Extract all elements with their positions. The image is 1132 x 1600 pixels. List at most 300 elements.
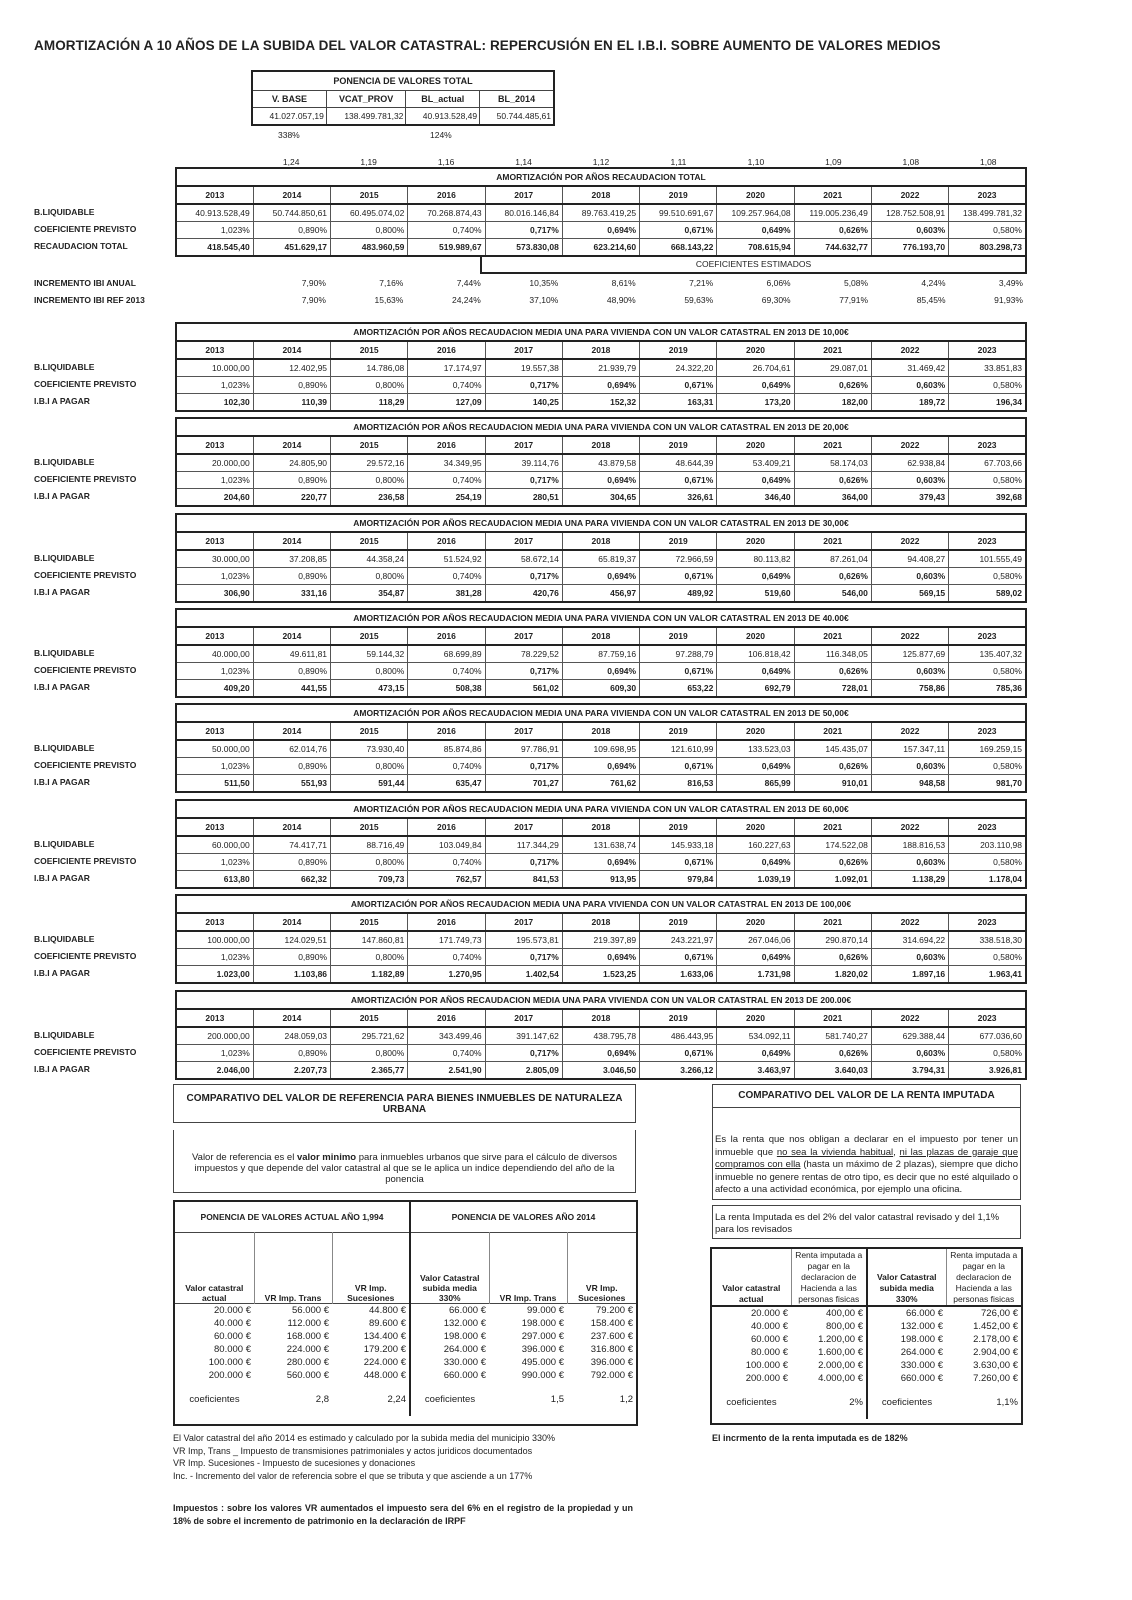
coef-cell: 0,603% xyxy=(871,377,948,394)
year-header: 2016 xyxy=(408,913,485,931)
year-header: 2022 xyxy=(871,1009,948,1027)
table-row xyxy=(712,1333,1021,1346)
year-header: 2023 xyxy=(949,722,1026,740)
year-header: 2022 xyxy=(871,532,948,550)
ibi-cell: 709,73 xyxy=(331,871,408,889)
year-header: 2013 xyxy=(176,818,253,836)
bl-cell: 195.573,81 xyxy=(485,931,562,949)
value-cell: 3.630,00 € xyxy=(973,1360,1018,1371)
coef-cell: 1,023% xyxy=(176,222,253,239)
table-row xyxy=(176,836,1026,854)
increment-value: 59,63% xyxy=(684,295,714,305)
year-header: 2020 xyxy=(717,1009,794,1027)
year-header: 2020 xyxy=(717,532,794,550)
value-table-5 xyxy=(175,799,1027,889)
coef-cell: 0,717% xyxy=(485,758,562,775)
table-row xyxy=(176,222,1026,239)
bl-cell: 48.644,39 xyxy=(640,454,717,472)
table-row xyxy=(176,966,1026,984)
coef-cell: 0,603% xyxy=(871,568,948,585)
year-header: 2021 xyxy=(794,1009,871,1027)
ibi-cell: 841,53 xyxy=(485,871,562,889)
coef-cell: 0,717% xyxy=(485,568,562,585)
bl-cell: 174.522,08 xyxy=(794,836,871,854)
value-cell: 2.178,00 € xyxy=(973,1334,1018,1345)
value-cell: 2.904,00 € xyxy=(973,1347,1018,1358)
coef-cell: 0,694% xyxy=(562,663,639,680)
year-header: 2014 xyxy=(253,627,330,645)
ibi-cell: 196,34 xyxy=(949,394,1026,412)
rent-table xyxy=(710,1247,1023,1425)
column-header: VR Imp. Sucesiones xyxy=(567,1233,636,1304)
ibi-cell: 1.023,00 xyxy=(176,966,253,984)
ibi-cell: 546,00 xyxy=(794,585,871,603)
coef-cell: 0,580% xyxy=(949,377,1026,394)
ibi-cell: 189,72 xyxy=(871,394,948,412)
value-cell: 40.000 € xyxy=(751,1321,788,1332)
year-header: 2015 xyxy=(331,1009,408,1027)
table-row xyxy=(176,645,1026,663)
increment-value: 7,21% xyxy=(689,278,714,288)
increment-value: 77,91% xyxy=(839,295,869,305)
coef-cell: 0,649% xyxy=(717,472,794,489)
ibi-cell: 519,60 xyxy=(717,585,794,603)
row-label: B.LIQUIDABLE xyxy=(34,648,95,658)
year-header: 2013 xyxy=(176,722,253,740)
ibi-cell: 635,47 xyxy=(408,775,485,793)
ibi-cell: 1.402,54 xyxy=(485,966,562,984)
note: VR Imp, Trans _ Impuesto de transmisiones patrimoniales y actos juridicos documentados xyxy=(173,1445,533,1456)
value-cell: 726,00 € xyxy=(981,1308,1018,1319)
bl-cell: 486.443,95 xyxy=(640,1027,717,1045)
year-header: 2019 xyxy=(640,532,717,550)
coef-cell: 0,890% xyxy=(253,568,330,585)
coef-cell: 0,626% xyxy=(794,472,871,489)
table-row xyxy=(176,1045,1026,1062)
coef-cell: 0,890% xyxy=(253,854,330,871)
ibi-cell: 761,62 xyxy=(562,775,639,793)
coef-cell: 0,580% xyxy=(949,663,1026,680)
year-header: 2014 xyxy=(253,818,330,836)
bl-cell: 67.703,66 xyxy=(949,454,1026,472)
increment-value: 4,24% xyxy=(921,278,946,288)
coef-cell: 0,717% xyxy=(485,472,562,489)
coef-cell: 0,694% xyxy=(562,377,639,394)
bl-cell: 78.229,52 xyxy=(485,645,562,663)
increment-labels xyxy=(34,275,145,309)
ibi-cell: 409,20 xyxy=(176,680,253,698)
coef-cell: 0,694% xyxy=(562,568,639,585)
ibi-cell: 280,51 xyxy=(485,489,562,507)
reference-description xyxy=(173,1130,636,1193)
table-row xyxy=(176,568,1026,585)
coef-cell: 1,023% xyxy=(176,854,253,871)
value-cell: 60.000 € xyxy=(214,1331,251,1342)
value-cell: 179.200 € xyxy=(332,1343,410,1356)
ibi-cell: 1.731,98 xyxy=(717,966,794,984)
ponencia-value: 138.499.781,32 xyxy=(326,108,406,126)
ibi-cell: 653,22 xyxy=(640,680,717,698)
coef-cell: 0,671% xyxy=(640,472,717,489)
year-header: 2023 xyxy=(949,436,1026,454)
year-header: 2021 xyxy=(794,436,871,454)
value-cell: 198.000 € xyxy=(521,1318,564,1329)
table-row xyxy=(712,1346,1021,1359)
row-label: I.B.I A PAGAR xyxy=(34,873,90,883)
table-row xyxy=(176,377,1026,394)
bl-cell: 121.610,99 xyxy=(640,740,717,758)
bl-cell: 73.930,40 xyxy=(331,740,408,758)
year-header: 2014 xyxy=(253,913,330,931)
bl-cell: 97.786,91 xyxy=(485,740,562,758)
table-row xyxy=(176,663,1026,680)
right-ponencia-title: PONENCIA DE VALORES AÑO 2014 xyxy=(451,1212,596,1222)
ibi-cell: 110,39 xyxy=(253,394,330,412)
increment-value: 24,24% xyxy=(451,295,481,305)
coef-cell: 0,603% xyxy=(871,663,948,680)
coef-cell: 0,740% xyxy=(408,568,485,585)
year-header: 2020 xyxy=(717,722,794,740)
increment-value: 10,35% xyxy=(529,278,559,288)
table-row xyxy=(176,204,1026,222)
increment-value: 37,10% xyxy=(529,295,559,305)
coef-cell: 1,023% xyxy=(176,949,253,966)
year-header: 2021 xyxy=(794,818,871,836)
coef-cell: 0,800% xyxy=(331,222,408,239)
ibi-cell: 692,79 xyxy=(717,680,794,698)
year-header: 2018 xyxy=(562,1009,639,1027)
bl-cell: 117.344,29 xyxy=(485,836,562,854)
ibi-cell: 173,20 xyxy=(717,394,794,412)
value-cell: 224.000 € xyxy=(286,1344,329,1355)
table-row xyxy=(175,1330,636,1343)
coef-cell: 0,800% xyxy=(331,949,408,966)
value-cell: 112.000 € xyxy=(287,1318,329,1329)
coef-cell: 0,649% xyxy=(717,568,794,585)
bl-cell: 31.469,42 xyxy=(871,359,948,377)
text-underlined: ni las plazas de garaje que compramos con ella xyxy=(715,1146,1018,1170)
ibi-cell: 118,29 xyxy=(331,394,408,412)
year-header: 2019 xyxy=(640,722,717,740)
bl-cell: 24.322,20 xyxy=(640,359,717,377)
row-label: INCREMENTO IBI ANUAL xyxy=(34,278,136,288)
value-cell: 60.000 € xyxy=(751,1334,788,1345)
year-header: 2016 xyxy=(408,341,485,359)
year-header: 2015 xyxy=(331,913,408,931)
value-table-6 xyxy=(175,894,1027,984)
ibi-cell: 1.182,89 xyxy=(331,966,408,984)
coef-cell: 0,740% xyxy=(408,377,485,394)
value-cell: 396.000 € xyxy=(521,1344,564,1355)
value-cell: 297.000 € xyxy=(521,1331,564,1342)
bl-cell: 243.221,97 xyxy=(640,931,717,949)
coef-cell: 1,023% xyxy=(176,377,253,394)
value-cell: 80.000 € xyxy=(751,1347,788,1358)
value-cell: 660.000 € xyxy=(900,1373,943,1384)
year-header: 2013 xyxy=(176,436,253,454)
ibi-cell: 1.092,01 xyxy=(794,871,871,889)
value-cell: 200.000 € xyxy=(745,1373,788,1384)
recaudacion-cell: 623.214,60 xyxy=(562,239,639,257)
table-row xyxy=(712,1320,1021,1333)
value-table-3 xyxy=(175,608,1027,698)
ibi-cell: 379,43 xyxy=(871,489,948,507)
year-header: 2020 xyxy=(717,341,794,359)
ponencia-value: 40.913.528,49 xyxy=(406,108,480,126)
year-header: 2016 xyxy=(408,532,485,550)
bl-cell: 26.704,61 xyxy=(717,359,794,377)
column-header: Renta imputada a pagar en la declaracion de Hacienda a las personas fisicas xyxy=(946,1249,1021,1306)
row-labels xyxy=(34,454,136,505)
bl-cell: 72.966,59 xyxy=(640,550,717,568)
growth-coef: 1,10 xyxy=(747,157,765,167)
bl-cell: 119.005.236,49 xyxy=(794,204,871,222)
text-underlined: no sea la vivienda habitual xyxy=(776,1146,894,1158)
row-label: B.LIQUIDABLE xyxy=(34,457,95,467)
coef-cell: 0,694% xyxy=(562,472,639,489)
total-row-labels xyxy=(34,204,136,255)
ibi-cell: 2.541,90 xyxy=(408,1062,485,1080)
column-header: VR Imp. Sucesiones xyxy=(332,1233,410,1304)
year-header: 2023 xyxy=(949,627,1026,645)
coef-cell: 0,890% xyxy=(253,663,330,680)
coef-cell: 0,626% xyxy=(794,377,871,394)
growth-coefficients xyxy=(175,157,1027,167)
coef-cell: 0,649% xyxy=(717,222,794,239)
coef-cell: 0,626% xyxy=(794,1045,871,1062)
coef-cell: 0,626% xyxy=(794,568,871,585)
value-cell: 40.000 € xyxy=(214,1318,251,1329)
ibi-cell: 2.365,77 xyxy=(331,1062,408,1080)
ibi-cell: 613,80 xyxy=(176,871,253,889)
ibi-cell: 1.103,86 xyxy=(253,966,330,984)
bl-cell: 138.499.781,32 xyxy=(949,204,1026,222)
table-row xyxy=(712,1372,1021,1385)
text: Es la renta que nos obligan a declarar en el impuesto por tener un inmueble que xyxy=(715,1134,1018,1158)
table-row xyxy=(176,775,1026,793)
year-header: 2015 xyxy=(331,532,408,550)
ibi-cell: 152,32 xyxy=(562,394,639,412)
ibi-cell: 3.266,12 xyxy=(640,1062,717,1080)
year-header: 2019 xyxy=(640,186,717,204)
value-cell: 330.000 € xyxy=(443,1357,486,1368)
bl-cell: 14.786,08 xyxy=(331,359,408,377)
coef-value: 1,1% xyxy=(996,1396,1018,1408)
year-header: 2017 xyxy=(485,186,562,204)
bl-cell: 125.877,69 xyxy=(871,645,948,663)
year-header: 2022 xyxy=(871,186,948,204)
year-header: 2020 xyxy=(717,436,794,454)
value-cell: 495.000 € xyxy=(521,1357,564,1368)
bl-cell: 58.672,14 xyxy=(485,550,562,568)
year-header: 2018 xyxy=(562,722,639,740)
increment-value: 85,45% xyxy=(916,295,946,305)
coef-cell: 0,580% xyxy=(949,758,1026,775)
year-header: 2021 xyxy=(794,532,871,550)
ibi-cell: 3.046,50 xyxy=(562,1062,639,1080)
table-title: AMORTIZACIÓN POR AÑOS RECAUDACION MEDIA UNA PARA VIVIENDA CON UN VALOR CATASTRAL EN 2013 DE 100,00€ xyxy=(176,895,1026,913)
ibi-cell: 3.463,97 xyxy=(717,1062,794,1080)
ibi-cell: 2.207,73 xyxy=(253,1062,330,1080)
rent-title-box xyxy=(712,1084,1021,1108)
year-header: 2018 xyxy=(562,186,639,204)
ibi-cell: 381,28 xyxy=(408,585,485,603)
coef-label: coeficientes xyxy=(881,1396,933,1408)
bl-cell: 58.174,03 xyxy=(794,454,871,472)
bl-cell: 338.518,30 xyxy=(949,931,1026,949)
value-cell: 168.000 € xyxy=(286,1331,329,1342)
increment-value: 7,90% xyxy=(301,278,326,288)
value-cell: 134.400 € xyxy=(332,1330,410,1343)
growth-coef: 1,24 xyxy=(282,157,300,167)
ibi-cell: 569,15 xyxy=(871,585,948,603)
value-cell: 66.000 € xyxy=(410,1304,489,1318)
ibi-cell: 364,00 xyxy=(794,489,871,507)
year-header: 2015 xyxy=(331,436,408,454)
ibi-cell: 331,16 xyxy=(253,585,330,603)
coeficientes-estimados-label: COEFICIENTES ESTIMADOS xyxy=(480,256,1027,274)
ibi-cell: 913,95 xyxy=(562,871,639,889)
ibi-cell: 489,92 xyxy=(640,585,717,603)
ibi-cell: 304,65 xyxy=(562,489,639,507)
bl-cell: 200.000,00 xyxy=(176,1027,253,1045)
ibi-cell: 758,86 xyxy=(871,680,948,698)
bl-cell: 62.014,76 xyxy=(253,740,330,758)
bl-cell: 101.555,49 xyxy=(949,550,1026,568)
increment-value: 7,90% xyxy=(301,295,326,305)
year-header: 2017 xyxy=(485,627,562,645)
year-header: 2021 xyxy=(794,341,871,359)
bl-cell: 157.347,11 xyxy=(871,740,948,758)
bl-cell: 80.016.146,84 xyxy=(485,204,562,222)
bl-cell: 106.818,42 xyxy=(717,645,794,663)
ibi-cell: 910,01 xyxy=(794,775,871,793)
value-cell: 79.200 € xyxy=(567,1304,636,1318)
ibi-cell: 1.963,41 xyxy=(949,966,1026,984)
increment-value: 48,90% xyxy=(606,295,636,305)
coef-cell: 0,671% xyxy=(640,854,717,871)
value-cell: 560.000 € xyxy=(286,1370,329,1381)
bl-cell: 629.388,44 xyxy=(871,1027,948,1045)
ibi-cell: 346,40 xyxy=(717,489,794,507)
year-header: 2023 xyxy=(949,818,1026,836)
coef-value: 1,2 xyxy=(619,1393,633,1405)
ibi-cell: 236,58 xyxy=(331,489,408,507)
bl-cell: 97.288,79 xyxy=(640,645,717,663)
year-header: 2015 xyxy=(331,818,408,836)
bl-cell: 44.358,24 xyxy=(331,550,408,568)
bl-cell: 70.268.874,43 xyxy=(408,204,485,222)
value-cell: 264.000 € xyxy=(443,1344,486,1355)
rent-description xyxy=(712,1107,1021,1200)
coef-cell: 0,800% xyxy=(331,854,408,871)
ibi-cell: 508,38 xyxy=(408,680,485,698)
coef-cell: 1,023% xyxy=(176,1045,253,1062)
ibi-cell: 728,01 xyxy=(794,680,871,698)
bl-cell: 68.699,89 xyxy=(408,645,485,663)
bl-cell: 343.499,46 xyxy=(408,1027,485,1045)
row-label: COEFICIENTE PREVISTO xyxy=(34,379,137,389)
ibi-cell: 456,97 xyxy=(562,585,639,603)
table-row xyxy=(176,854,1026,871)
ibi-cell: 3.640,03 xyxy=(794,1062,871,1080)
recaudacion-cell: 451.629,17 xyxy=(253,239,330,257)
ibi-cell: 254,19 xyxy=(408,489,485,507)
value-cell: 448.000 € xyxy=(332,1369,410,1382)
year-header: 2021 xyxy=(794,913,871,931)
ibi-cell: 1.897,16 xyxy=(871,966,948,984)
bl-cell: 99.510.691,67 xyxy=(640,204,717,222)
value-table-0 xyxy=(175,322,1027,412)
bl-cell: 65.819,37 xyxy=(562,550,639,568)
bl-cell: 109.257.964,08 xyxy=(717,204,794,222)
year-header: 2022 xyxy=(871,722,948,740)
left-ponencia-title: PONENCIA DE VALORES ACTUAL AÑO 1,994 xyxy=(175,1202,410,1233)
ibi-cell: 392,68 xyxy=(949,489,1026,507)
coef-cell: 0,580% xyxy=(949,1045,1026,1062)
coef-cell: 0,740% xyxy=(408,663,485,680)
year-header: 2014 xyxy=(253,341,330,359)
coef-value: 2,24 xyxy=(332,1382,410,1416)
rent-title: COMPARATIVO DEL VALOR DE LA RENTA IMPUTADA xyxy=(738,1090,995,1101)
value-cell: 89.600 € xyxy=(332,1317,410,1330)
ibi-cell: 981,70 xyxy=(949,775,1026,793)
ibi-cell: 441,55 xyxy=(253,680,330,698)
bl-cell: 24.805,90 xyxy=(253,454,330,472)
bl-cell: 128.752.508,91 xyxy=(871,204,948,222)
year-header: 2015 xyxy=(331,341,408,359)
ponencia-header: VCAT_PROV xyxy=(326,91,406,108)
table-row xyxy=(712,1359,1021,1372)
table-row xyxy=(176,949,1026,966)
ibi-cell: 473,15 xyxy=(331,680,408,698)
year-header: 2020 xyxy=(717,186,794,204)
ibi-cell: 591,44 xyxy=(331,775,408,793)
bl-cell: 20.000,00 xyxy=(176,454,253,472)
value-cell: 132.000 € xyxy=(900,1321,943,1332)
bl-cell: 103.049,84 xyxy=(408,836,485,854)
year-header: 2022 xyxy=(871,818,948,836)
bl-cell: 135.407,32 xyxy=(949,645,1026,663)
ibi-cell: 163,31 xyxy=(640,394,717,412)
increment-value: 5,08% xyxy=(843,278,869,288)
table-row xyxy=(175,1343,636,1356)
year-header: 2017 xyxy=(485,818,562,836)
coef-value: 2,8 xyxy=(315,1393,329,1405)
value-cell: 99.000 € xyxy=(489,1304,567,1318)
bl-cell: 116.348,05 xyxy=(794,645,871,663)
ibi-cell: 306,90 xyxy=(176,585,253,603)
coef-cell: 0,890% xyxy=(253,758,330,775)
coef-cell: 0,603% xyxy=(871,949,948,966)
row-label: COEFICIENTE PREVISTO xyxy=(34,856,137,866)
bl-cell: 51.524,92 xyxy=(408,550,485,568)
column-header: Valor catastral actual xyxy=(712,1249,791,1306)
ibi-cell: 1.523,25 xyxy=(562,966,639,984)
row-label: I.B.I A PAGAR xyxy=(34,396,90,406)
coef-cell: 0,603% xyxy=(871,1045,948,1062)
row-label: B.LIQUIDABLE xyxy=(34,1030,95,1040)
coef-cell: 0,671% xyxy=(640,663,717,680)
year-header: 2022 xyxy=(871,341,948,359)
value-cell: 56.000 € xyxy=(254,1304,332,1318)
bl-cell: 53.409,21 xyxy=(717,454,794,472)
growth-coef: 1,12 xyxy=(592,157,610,167)
row-label: I.B.I A PAGAR xyxy=(34,491,90,501)
row-labels xyxy=(34,1027,136,1078)
value-cell: 132.000 € xyxy=(443,1318,486,1329)
year-header: 2023 xyxy=(949,186,1026,204)
